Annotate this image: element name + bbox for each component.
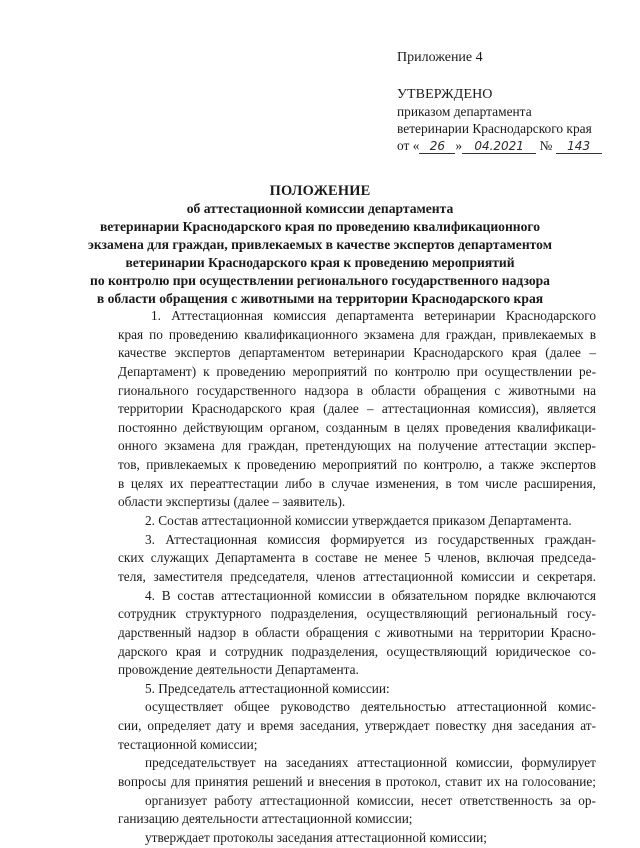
- paragraph-line: дарского края и сотрудник подразделения, осуществляющий юридическое со-: [118, 643, 596, 659]
- paragraph-line: тов, привлекаемых к проведению мероприятий по контролю, а также экспертов: [118, 457, 596, 473]
- date-separator: »: [455, 138, 463, 153]
- approval-stamp: [397, 86, 607, 154]
- paragraph-line: постоянно действующим органом, созданным в целях проведения квалификаци-: [118, 419, 596, 435]
- paragraph-line: 3. Аттестационная комиссия формируется из государственных граждан-: [145, 531, 596, 547]
- paragraph-line: теля, заместителя председателя, членов аттестационной комиссии и секретаря.: [118, 568, 596, 584]
- document-title: [0, 182, 640, 308]
- title-line: об аттестационной комиссии департамента: [186, 201, 454, 216]
- handwritten-day: 26: [419, 140, 455, 154]
- date-prefix: от «: [397, 138, 420, 153]
- title-line: по контролю при осуществлении регионального государственного надзора: [90, 273, 550, 288]
- paragraph-line: края по проведению квалификационного экзамена для граждан, привлекаемых в: [118, 326, 596, 342]
- document-body: [118, 307, 596, 848]
- paragraph-line: в целях их переаттестации либо в случае изменения, в том числе расширения,: [118, 475, 596, 491]
- paragraph-line: 2. Состав аттестационной комиссии утверждается приказом Департамента.: [145, 513, 572, 529]
- paragraph-line: осуществляет общее руководство деятельностью аттестационной комис-: [145, 699, 596, 715]
- paragraph-line: дарственный надзор в области обращения с животными на территории Красно-: [118, 624, 596, 640]
- paragraph-line: Департамент) к проведению мероприятий по контролю при осуществлении ре-: [118, 363, 596, 379]
- appendix-label: Приложение 4: [397, 50, 483, 65]
- paragraph-line: сии, определяет дату и время заседания, утверждает повестку дня заседания ат-: [118, 718, 596, 734]
- paragraph-line: утверждает протоколы заседания аттестационной комиссии;: [145, 829, 487, 845]
- approval-department-line: ветеринарии Краснодарского края: [397, 121, 592, 136]
- paragraph-line: онного экзамена для граждан, претендующих на получение аттестации экспер-: [118, 438, 596, 454]
- paragraph-line: ганизацию деятельности аттестационной комиссии;: [118, 811, 413, 827]
- title-line: ветеринарии Краснодарского края к проведению мероприятий: [125, 255, 515, 270]
- paragraph-line: 4. В состав аттестационной комиссии в обязательном порядке включаются: [145, 587, 596, 603]
- paragraph-line: тестационной комиссии;: [118, 736, 258, 752]
- approval-order-line: приказом департамента: [397, 104, 532, 119]
- paragraph-line: 5. Председатель аттестационной комиссии:: [145, 680, 390, 696]
- title-line: в области обращения с животными на территории Краснодарского края: [96, 291, 544, 306]
- paragraph-line: ских служащих Департамента в составе не менее 5 членов, включая председа-: [118, 550, 596, 566]
- paragraph-line: организует работу аттестационной комиссии, несет ответственность за ор-: [145, 792, 596, 808]
- paragraph-line: 1. Аттестационная комиссия департамента ветеринарии Краснодарского: [151, 308, 596, 323]
- paragraph-line: вопросы для принятия решений и внесения в протокол, ставит их на голосование;: [118, 774, 596, 790]
- paragraph-line: территории Краснодарского края (далее – аттестационная комиссия), является: [118, 401, 596, 417]
- paragraph-line: провождение деятельности Департамента.: [118, 662, 359, 678]
- number-prefix: №: [539, 138, 553, 153]
- paragraph-line: гионального государственного надзора в области обращения с животными на: [118, 382, 596, 398]
- title-line: экзамена для граждан, привлекаемых в качестве экспертов департаментом: [88, 237, 552, 252]
- paragraph-line: качестве экспертов департаментом ветеринарии Краснодарского края (далее –: [118, 345, 596, 361]
- title-line: ветеринарии Краснодарского края по проведению квалификационного: [99, 219, 541, 234]
- paragraph-line: области экспертизы (далее – заявитель).: [118, 494, 346, 510]
- paragraph-line: сотрудник структурного подразделения, осуществляющий региональный госу-: [118, 606, 596, 622]
- paragraph-line: председательствует на заседаниях аттестационной комиссии, формулирует: [145, 755, 596, 771]
- handwritten-order-number: 143: [556, 140, 602, 154]
- approved-label: УТВЕРЖДЕНО: [397, 87, 493, 102]
- handwritten-month-year: 04.2021: [462, 140, 536, 154]
- approval-date-line: [397, 137, 607, 154]
- title-heading: ПОЛОЖЕНИЕ: [269, 183, 371, 199]
